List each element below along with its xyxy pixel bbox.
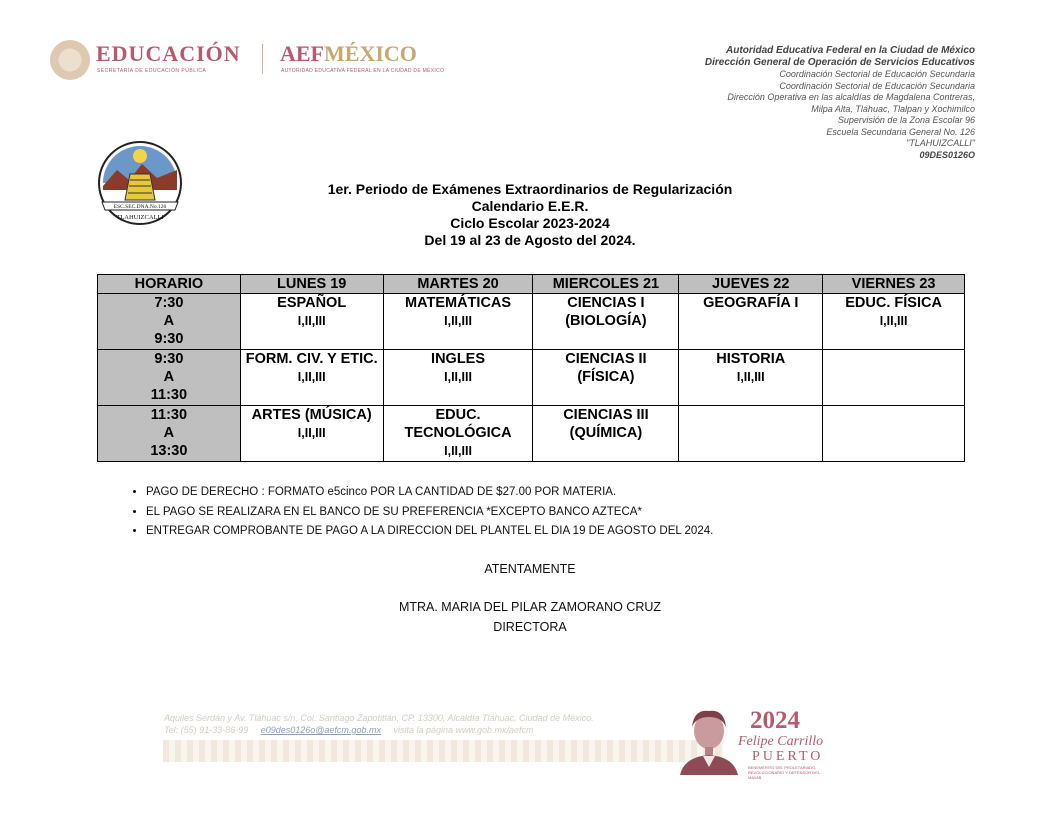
table-header-row: [98, 275, 965, 294]
school-logo-icon: [97, 140, 183, 226]
grades: I,II,III: [444, 444, 472, 458]
subject: HISTORIA: [716, 351, 786, 367]
exam-cell: [383, 350, 533, 406]
table-row: [98, 406, 965, 462]
title-line: Calendario E.E.R.: [471, 198, 589, 214]
column-header: MIERCOLES 21: [533, 275, 679, 294]
aef-logo-word: MÉXICO: [324, 41, 417, 66]
subject: EDUC. TECNOLÓGICA: [404, 407, 512, 441]
exam-cell: [533, 406, 679, 462]
commemorative-year: 2024: [750, 707, 800, 734]
exam-cell: [240, 350, 383, 406]
honoree-caption: BENEMÉRITO DEL PROLETARIADO, REVOLUCIONARIO Y DEFENSOR DEL MAYAB: [748, 765, 820, 780]
subject: EDUC. FÍSICA: [845, 295, 942, 311]
subject: CIENCIAS III (QUÍMICA): [563, 407, 649, 441]
footer-phone: Tel: (55) 91-33-86-99: [164, 725, 249, 735]
authority-line: Dirección General de Operación de Servicios Educativos: [704, 57, 975, 68]
exam-cell: [383, 406, 533, 462]
column-header: HORARIO: [98, 275, 241, 294]
exam-cell: [383, 294, 533, 350]
national-seal-icon: [50, 40, 90, 80]
detail-line: Escuela Secundaria General No. 126: [826, 126, 975, 137]
list-item: • ENTREGAR COMPROBANTE DE PAGO A LA DIRECCION DEL PLANTEL EL DIA 19 DE AGOSTO DEL 2024.: [146, 522, 713, 542]
detail-line: Supervisión de la Zona Escolar 96: [837, 115, 975, 125]
honoree-first-name: Felipe Carrillo: [738, 734, 824, 749]
list-item: • PAGO DE DERECHO : FORMATO e5cinco POR LA CANTIDAD DE $27.00 POR MATERIA.: [146, 483, 713, 503]
institution-header: [705, 45, 975, 161]
subject: ESPAÑOL: [277, 295, 347, 311]
time-separator: A: [163, 369, 175, 385]
table-row: [98, 294, 965, 350]
grades: I,II,III: [444, 314, 472, 328]
time-start: 7:30: [154, 295, 184, 311]
list-item: • EL PAGO SE REALIZARA EN EL BANCO DE SU PREFERENCIA *EXCEPTO BANCO AZTECA*: [146, 503, 713, 523]
sep-logo-text: EDUCACIÓN: [96, 41, 241, 66]
exam-cell: [240, 406, 383, 462]
closing-text: ATENTAMENTE: [484, 562, 576, 576]
authority-line: Autoridad Educativa Federal en la Ciudad de México: [726, 45, 975, 56]
logo-divider: [262, 44, 263, 74]
time-slot: [98, 294, 241, 350]
title-line: Del 19 al 23 de Agosto del 2024.: [424, 232, 636, 248]
subject: INGLES: [431, 351, 486, 367]
portrait-icon: [676, 703, 742, 775]
exam-cell: [679, 350, 823, 406]
exam-cell: [533, 350, 679, 406]
sep-logo-subtitle: SECRETARÍA DE EDUCACIÓN PÚBLICA: [97, 68, 207, 74]
aef-logo-prefix: AEF: [280, 41, 324, 66]
table-row: [98, 350, 965, 406]
subject: GEOGRAFÍA I: [703, 295, 799, 311]
subject: CIENCIAS I (BIOLOGÍA): [565, 295, 647, 329]
exam-cell: [679, 406, 823, 462]
footer-contact: [164, 712, 594, 736]
footer-address: Aquiles Serdán y Av. Tláhuac s/n, Col. Santiago Zapotitlán, CP. 13300, Alcaldía Tláhuac, Ciudad de México.: [164, 713, 594, 723]
exam-schedule-table: [97, 274, 965, 462]
honoree-last-name: PUERTO: [752, 749, 824, 764]
document-title: [230, 181, 830, 249]
school-logo-top-text: ESC.SEC.DNA.No.126: [113, 204, 167, 210]
column-header: VIERNES 23: [823, 275, 965, 294]
time-separator: A: [163, 313, 175, 329]
title-line: Ciclo Escolar 2023-2024: [450, 215, 610, 231]
subject: MATEMÁTICAS: [405, 295, 512, 311]
aef-logo: [280, 41, 417, 67]
grades: I,II,III: [297, 314, 326, 328]
signer-role: DIRECTORA: [493, 620, 567, 634]
grades: I,II,III: [736, 370, 765, 384]
time-start: 9:30: [154, 351, 184, 367]
payment-notes-list: [122, 483, 713, 542]
exam-cell: [823, 350, 965, 406]
grades: I,II,III: [879, 314, 908, 328]
title-line: 1er. Periodo de Exámenes Extraordinarios de Regularización: [327, 181, 733, 197]
time-separator: A: [163, 425, 175, 441]
detail-line: Dirección Operativa en las alcaldías de Magdalena Contreras,: [727, 92, 975, 102]
detail-line: "TLAHUIZCALLI": [906, 138, 975, 148]
aef-logo-subtitle: AUTORIDAD EDUCATIVA FEDERAL EN LA CIUDAD DE MÉXICO: [281, 68, 445, 74]
column-header: LUNES 19: [240, 275, 383, 294]
time-slot: [98, 350, 241, 406]
exam-cell: [533, 294, 679, 350]
column-header: JUEVES 22: [679, 275, 823, 294]
exam-cell: [823, 294, 965, 350]
column-header: MARTES 20: [383, 275, 533, 294]
subject: FORM. CIV. Y ETIC.: [245, 351, 378, 367]
footer-email-link[interactable]: e09des0126o@aefcm.gob.mx: [260, 725, 381, 735]
time-end: 11:30: [150, 387, 188, 403]
subject: CIENCIAS II (FÍSICA): [565, 351, 647, 385]
grades: I,II,III: [297, 426, 326, 440]
footer-web: visita la página www.gob.mx/aefcm: [393, 725, 534, 735]
detail-line: Coordinación Sectorial de Educación Secundaria: [779, 80, 975, 91]
detail-line: Milpa Alta, Tláhuac, Tlalpan y Xochimilco: [811, 103, 975, 114]
grades: I,II,III: [297, 370, 326, 384]
footer-decorative-band: [163, 740, 723, 762]
time-end: 13:30: [150, 443, 188, 459]
exam-cell: [823, 406, 965, 462]
exam-cell: [240, 294, 383, 350]
school-logo-bottom-text: TLAHUIZCALLI: [116, 214, 164, 221]
time-start: 11:30: [150, 407, 188, 423]
time-end: 9:30: [154, 331, 184, 347]
exam-cell: [679, 294, 823, 350]
subject: ARTES (MÚSICA): [251, 407, 372, 423]
signer-name: MTRA. MARIA DEL PILAR ZAMORANO CRUZ: [398, 600, 662, 614]
school-code: 09DES0126O: [919, 149, 975, 160]
grades: I,II,III: [444, 370, 472, 384]
time-slot: [98, 406, 241, 462]
detail-line: Coordinación Sectorial de Educación Secundaria: [779, 69, 975, 79]
